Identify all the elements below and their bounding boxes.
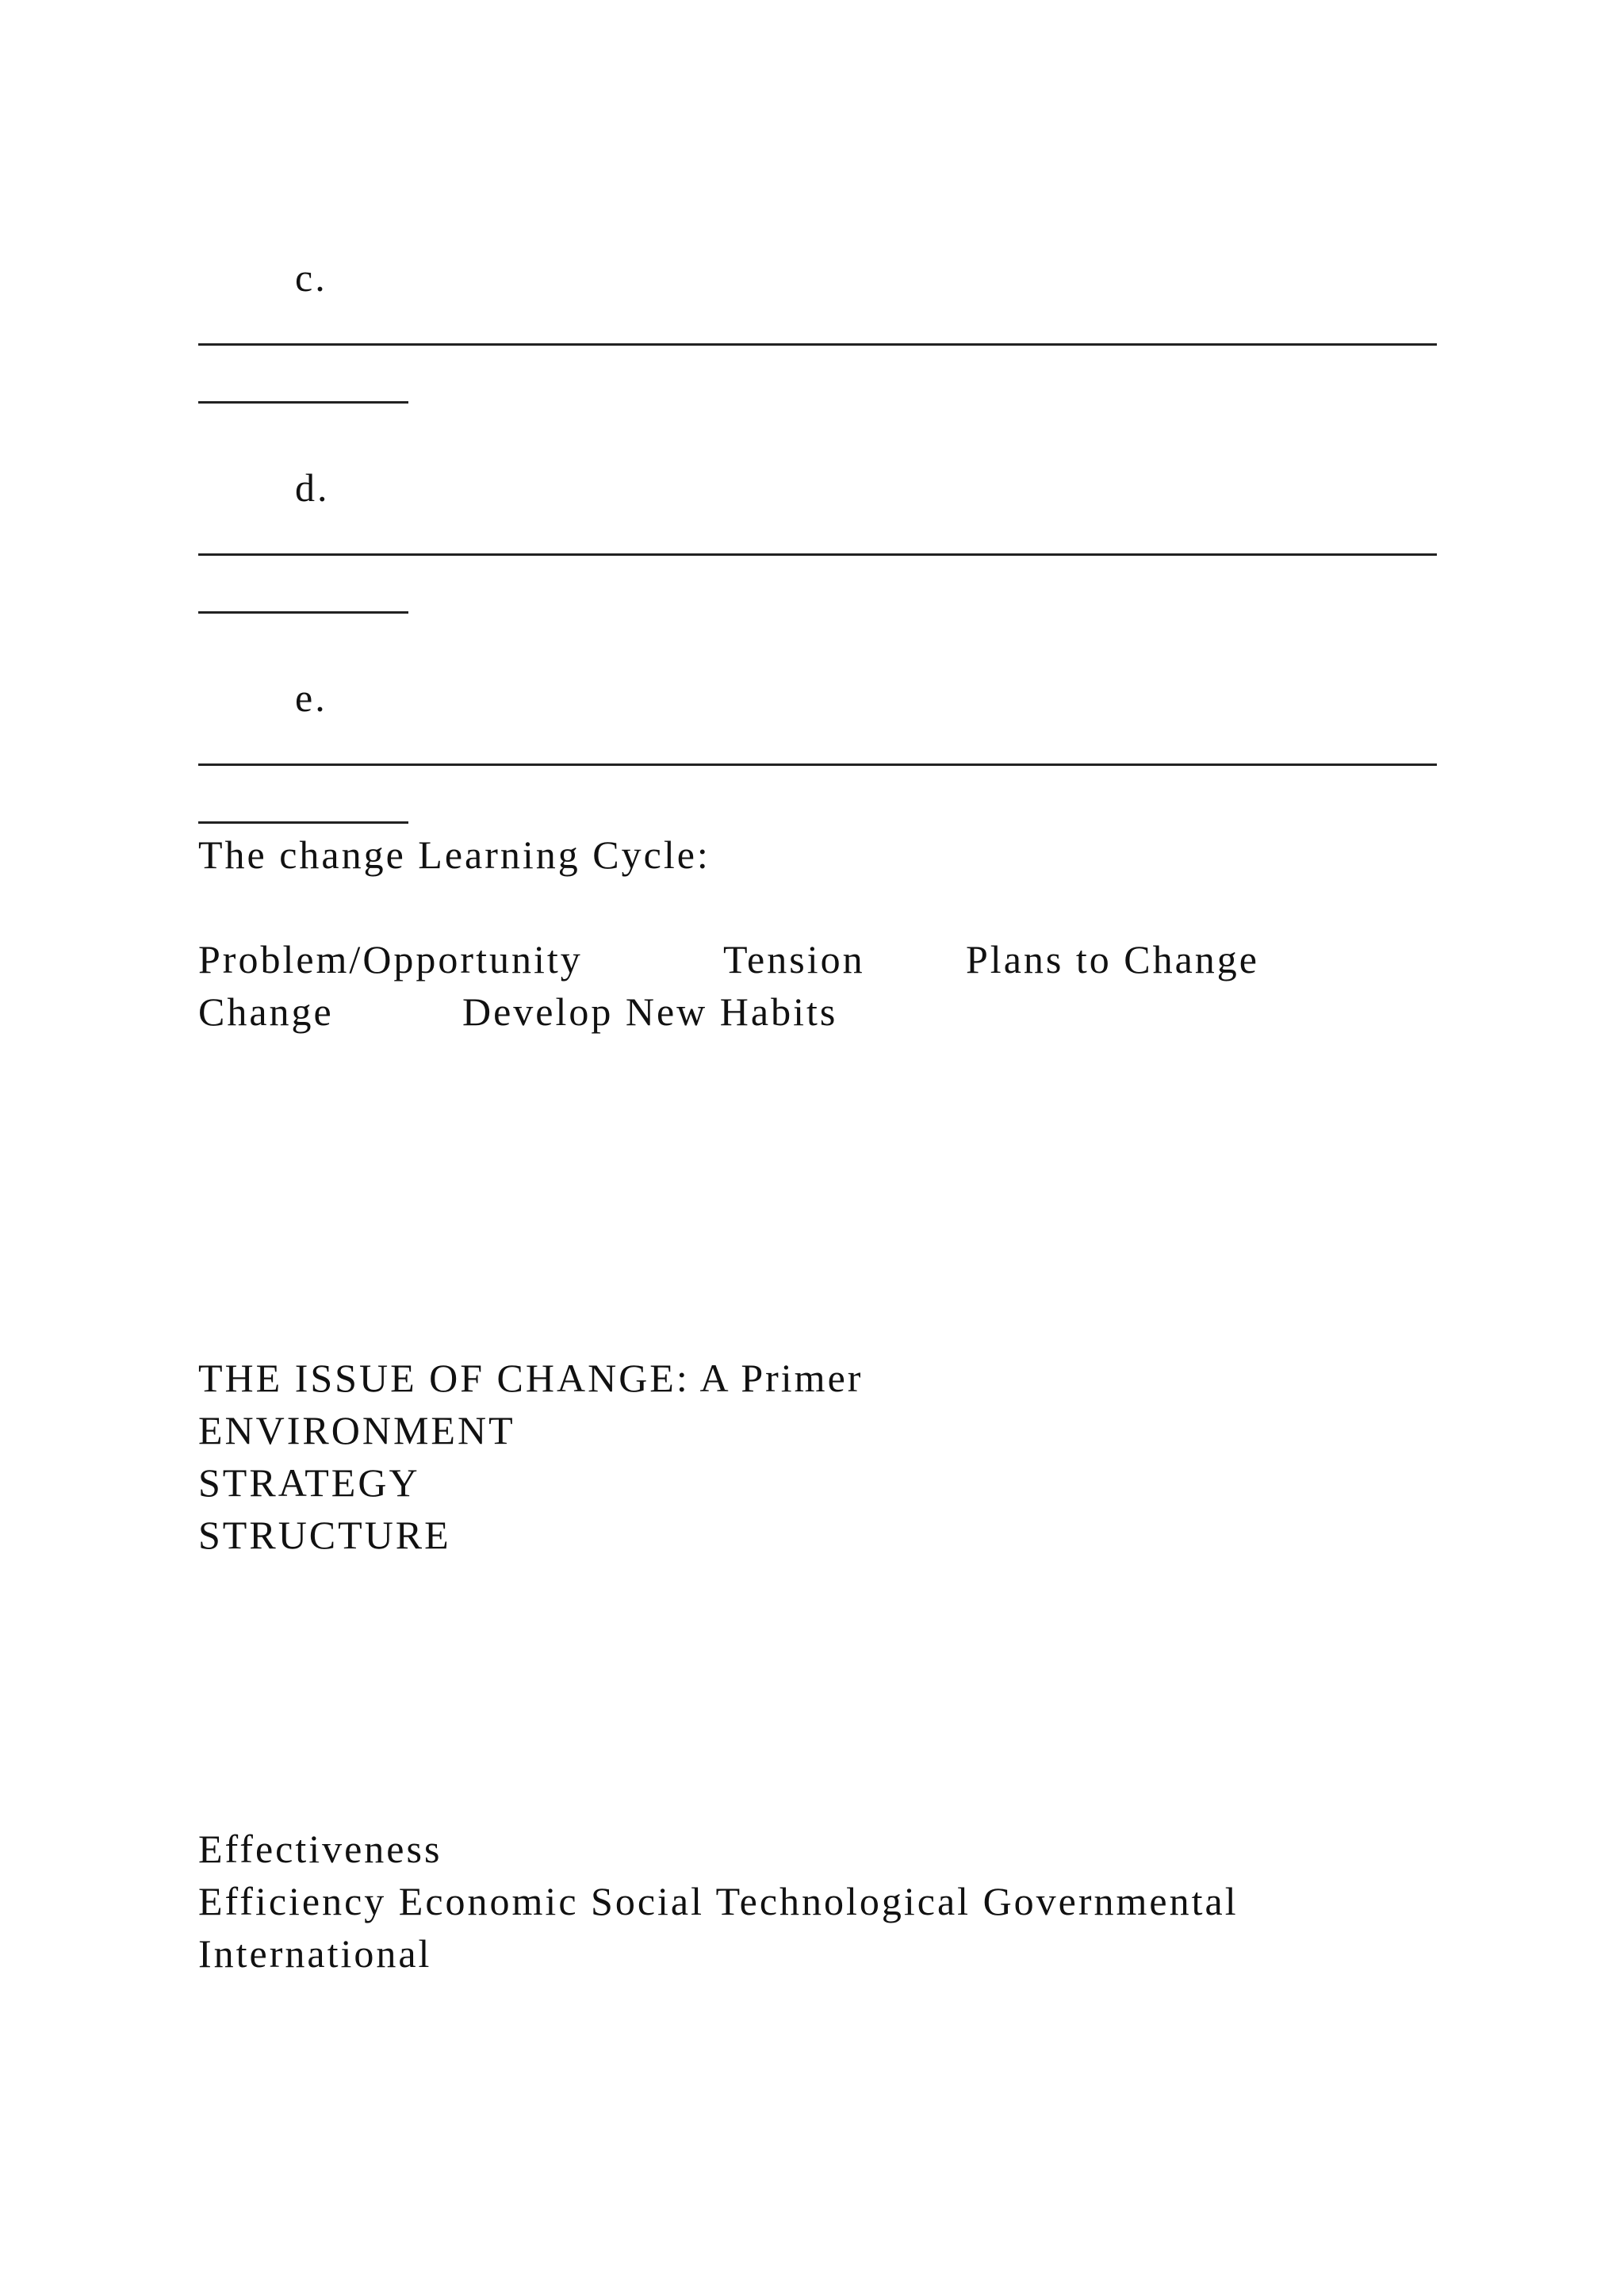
primer-item-strategy: STRATEGY xyxy=(198,1460,420,1505)
cycle-step-tension: Tension xyxy=(723,937,865,982)
blank-line-d-2[interactable] xyxy=(198,611,408,614)
blank-line-d-1[interactable] xyxy=(198,553,1437,556)
primer-item-structure: STRUCTURE xyxy=(198,1513,451,1557)
learning-cycle-heading: The change Learning Cycle: xyxy=(198,832,710,877)
blank-letter-e: e. xyxy=(295,675,327,720)
blank-line-e-1[interactable] xyxy=(198,763,1437,766)
blank-letter-d: d. xyxy=(295,465,330,510)
blank-line-c-2[interactable] xyxy=(198,401,408,404)
blank-line-e-2[interactable] xyxy=(198,821,408,824)
cycle-step-plans-to-change: Plans to Change xyxy=(966,937,1259,982)
primer-item-environment: ENVIRONMENT xyxy=(198,1408,515,1452)
outcome-line-international: International xyxy=(198,1931,432,1976)
cycle-step-problem-opportunity: Problem/Opportunity xyxy=(198,937,583,982)
cycle-step-develop-new-habits: Develop New Habits xyxy=(462,989,838,1034)
outcome-line-factors: Efficiency Economic Social Technological Governmental xyxy=(198,1879,1239,1923)
blank-line-c-1[interactable] xyxy=(198,343,1437,346)
outcome-line-effectiveness: Effectiveness xyxy=(198,1827,442,1871)
blank-letter-c: c. xyxy=(295,255,327,300)
primer-title: THE ISSUE OF CHANGE: A Primer xyxy=(198,1356,864,1400)
cycle-step-change: Change xyxy=(198,989,334,1034)
